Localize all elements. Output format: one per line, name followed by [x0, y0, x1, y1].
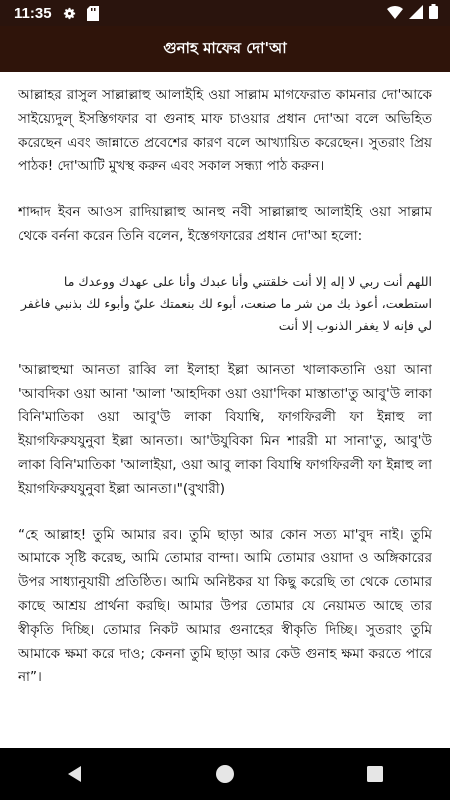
signal-icon: [409, 5, 423, 24]
home-icon: [215, 764, 235, 784]
back-button[interactable]: [45, 754, 105, 794]
back-icon: [66, 765, 84, 783]
transliteration-paragraph: 'আল্লাহুম্মা আনতা রাব্বি লা ইলাহা ইল্লা আনতা খালাকতানি ওয়া আনা 'আবদিকা ওয়া আনা 'আলা 'আহদিকা ওয়া ওয়া'দিকা মাস্তাতা'তু আবু'উ লাকা বিনি'মাতিকা ওয়া আবু'উ লাকা বিযাম্বি, ফাগফিরলী ফা ইন্নাহু লা ইয়াগফিরুযযুনুবা ইল্লা আনতা। আ'উযুবিকা মিন শাররী মা সানা'তু, আবু'উ লাকা বিনি'মাতিকা 'আলাইয়া, ওয়া আবু লাকা বিযাম্বি ফাগফিরলী ফা ইন্নাহু লা ইয়াগফিরুযযুনুবা ইল্লা আনতা।"(বুখারী): [18, 361, 432, 497]
page-title: গুনাহ মাফের দো'আ: [163, 38, 287, 57]
translation-paragraph: “হে আল্লাহ! তুমি আমার রব। তুমি ছাড়া আর কোন সত্য মা'বুদ নাই। তুমি আমাকে সৃষ্টি করেছ, আমি তোমার বান্দা। আমি তোমার ওয়াদা ও অঙ্গিকারের উপর সাধ্যানুযায়ী প্রতিষ্ঠিত। আমি অনিষ্টকর যা কিছু করেছি তা থেকে তোমার কাছে আশ্রয় প্রার্থনা করছি। আমার উপর তোমার যে নেয়ামত আছে তার স্বীকৃতি দিচ্ছি। তোমার নিকট আমার গুনাহের স্বীকৃতি দিচ্ছি। সুতরাং তুমি আমাকে ক্ষমা করে দাও; কেননা তুমি ছাড়া আর কেউ গুনাহ ক্ষমা করতে পারে না”।: [18, 526, 432, 686]
battery-icon: [429, 4, 438, 24]
arabic-dua: اللهم أنت ربي لا إله إلا أنت خلقتني وأنا عبدك وأنا على عهدك ووعدك ما استطعت، أعوذ بك من شر ما صنعت، أبوء لك بنعمتك عليّ وأبوء لك بذنبي فاغفر لي فإنه لا يغفر الذنوب إلا أنت: [20, 273, 432, 333]
status-bar: [0, 0, 450, 26]
sd-card-icon: [87, 6, 99, 21]
narration-paragraph: শাদ্দাদ ইবন আওস রাদিয়াল্লাহু আনহু নবী সাল্লাল্লাহু আলাইহি ওয়া সাল্লাম থেকে বর্ননা করেন তিনি বলেন, ইস্তেগফারের প্রধান দো'আ হলো:: [18, 204, 432, 244]
gear-icon: [62, 6, 77, 21]
navigation-bar: [0, 748, 450, 800]
home-button[interactable]: [195, 754, 255, 794]
wifi-icon: [387, 5, 403, 24]
recents-button[interactable]: [345, 754, 405, 794]
recents-icon: [367, 766, 383, 782]
status-time: 11:35: [14, 4, 52, 22]
intro-paragraph: আল্লাহর রাসুল সাল্লাল্লাহু আলাইহি ওয়া সাল্লাম মাগফেরাত কামনার দো'আকে সাইয়্যেদুল্ ইসস্তিগফার বা গুনাহ মাফ চাওয়ার প্রধান দো'আ বলে অভিহিত করেছেন এবং জান্নাতে প্রবেশের কারণ বলে আখ্যায়িত করেছেন। সুতরাং প্রিয় পাঠক! দো'আটি মুখস্থ করুন এবং সকাল সন্ধ্যা পাঠ করুন।: [18, 87, 432, 175]
app-bar: [0, 26, 450, 72]
dua-content[interactable]: [18, 84, 432, 744]
